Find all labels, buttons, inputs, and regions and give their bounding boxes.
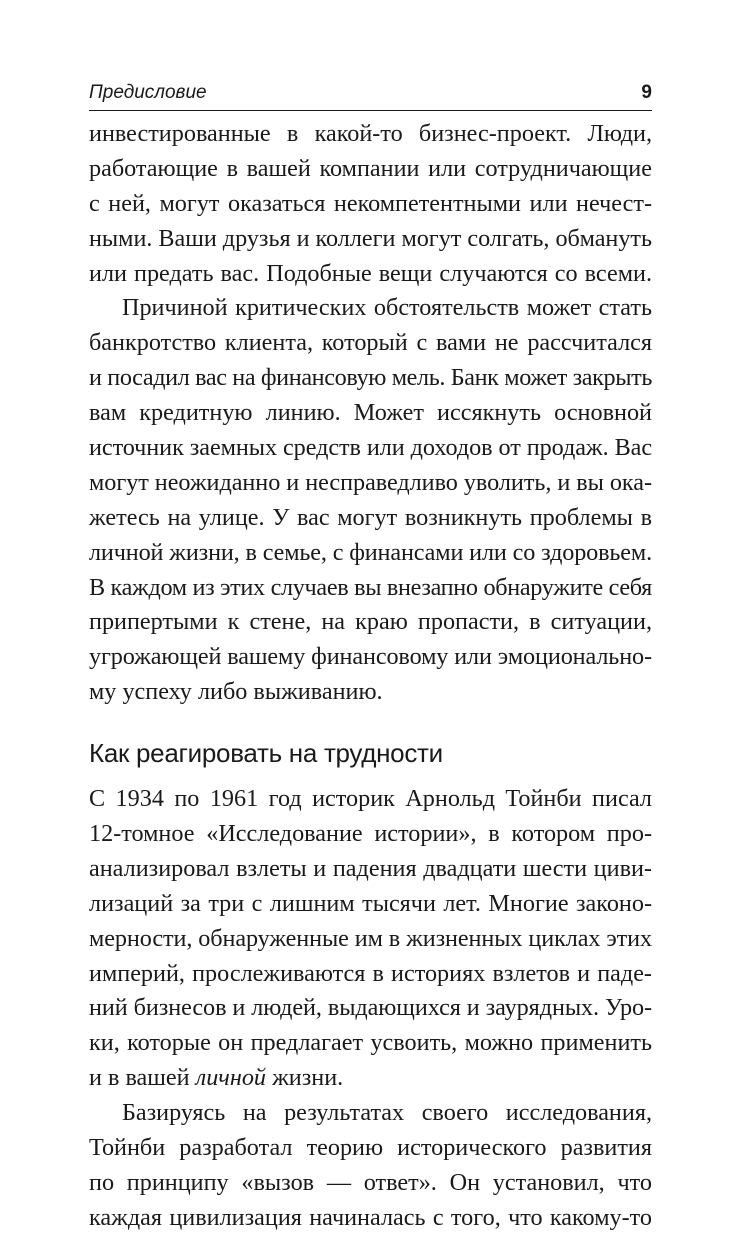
text-line: угрожающей вашему финансовому или эмоционально- [89, 643, 652, 671]
text-line: припертыми к стене, на краю пропасти, в ситуации, [89, 608, 652, 636]
text-line: могут неожиданно и несправедливо уволить, и вы ока- [89, 468, 652, 496]
text-line-with-emphasis [89, 1061, 652, 1096]
text-fragment: и в вашей [89, 1064, 196, 1092]
text-line: работающие в вашей компании или сотрудничающие [89, 154, 652, 182]
header-rule [89, 110, 652, 111]
text-line: ний бизнесов и людей, выдающихся и заурядных. Уро- [89, 994, 652, 1022]
text-line: мерности, обнаруженные им в жизненных циклах этих [89, 924, 652, 952]
text-line: банкротство клиента, который с вами не рассчитался [89, 329, 652, 357]
section-title: Предисловие [89, 82, 207, 103]
text-line: Причиной критических обстоятельств может стать [122, 294, 652, 322]
text-line: ки, которые он предлагает усвоить, можно применить [89, 1029, 652, 1057]
text-line: 12-томное «Исследование истории», в котором про- [89, 820, 652, 848]
text-line: лизаций за три с лишним тысячи лет. Многие законо- [89, 889, 652, 917]
text-line: и посадил вас на финансовую мель. Банк может закрыть [89, 364, 652, 392]
text-line: инвестированные в какой-то бизнес-проект. Люди, [89, 120, 652, 147]
paragraph-2 [89, 291, 652, 710]
text-line: вам кредитную линию. Может иссякнуть основной [89, 399, 652, 427]
text-line: личной жизни, в семье, с финансами или со здоровьем. [89, 538, 652, 566]
paragraph-3 [89, 782, 652, 1096]
text-line: ными. Ваши друзья и коллеги могут солгать, обмануть [89, 224, 652, 252]
paragraph-4 [89, 1096, 652, 1236]
text-line: жетесь на улице. У вас могут возникнуть проблемы в [89, 503, 652, 531]
section-heading: Как реагировать на трудности [89, 738, 443, 769]
text-line: по принципу «вызов — ответ». Он установил, что [89, 1168, 652, 1196]
text-line: каждая цивилизация начиналась с того, что какому-то [89, 1203, 652, 1231]
text-line: му успеху либо выживанию. [89, 678, 383, 706]
emphasized-word: личной [195, 1064, 267, 1092]
text-line: анализировал взлеты и падения двадцати шести циви- [89, 854, 652, 882]
running-header [89, 80, 652, 106]
page-number: 9 [641, 82, 652, 103]
page-body [89, 117, 652, 1236]
text-fragment: жизни. [266, 1064, 344, 1092]
text-line: источник заемных средств или доходов от продаж. Вас [89, 434, 653, 462]
text-line: Тойнби разработал теорию исторического развития [89, 1134, 652, 1162]
text-line: В каждом из этих случаев вы внезапно обнаружите себя [89, 573, 652, 601]
text-line: или предать вас. Подобные вещи случаются со всеми. [89, 259, 652, 287]
text-line: С 1934 по 1961 год историк Арнольд Тойнби писал [89, 785, 652, 813]
text-line: империй, прослеживаются в историях взлетов и паде- [89, 959, 652, 987]
text-line: с ней, могут оказаться некомпетентными или нечест- [89, 189, 652, 217]
paragraph-1 [89, 117, 652, 291]
text-line: Базируясь на результатах своего исследования, [122, 1099, 652, 1127]
